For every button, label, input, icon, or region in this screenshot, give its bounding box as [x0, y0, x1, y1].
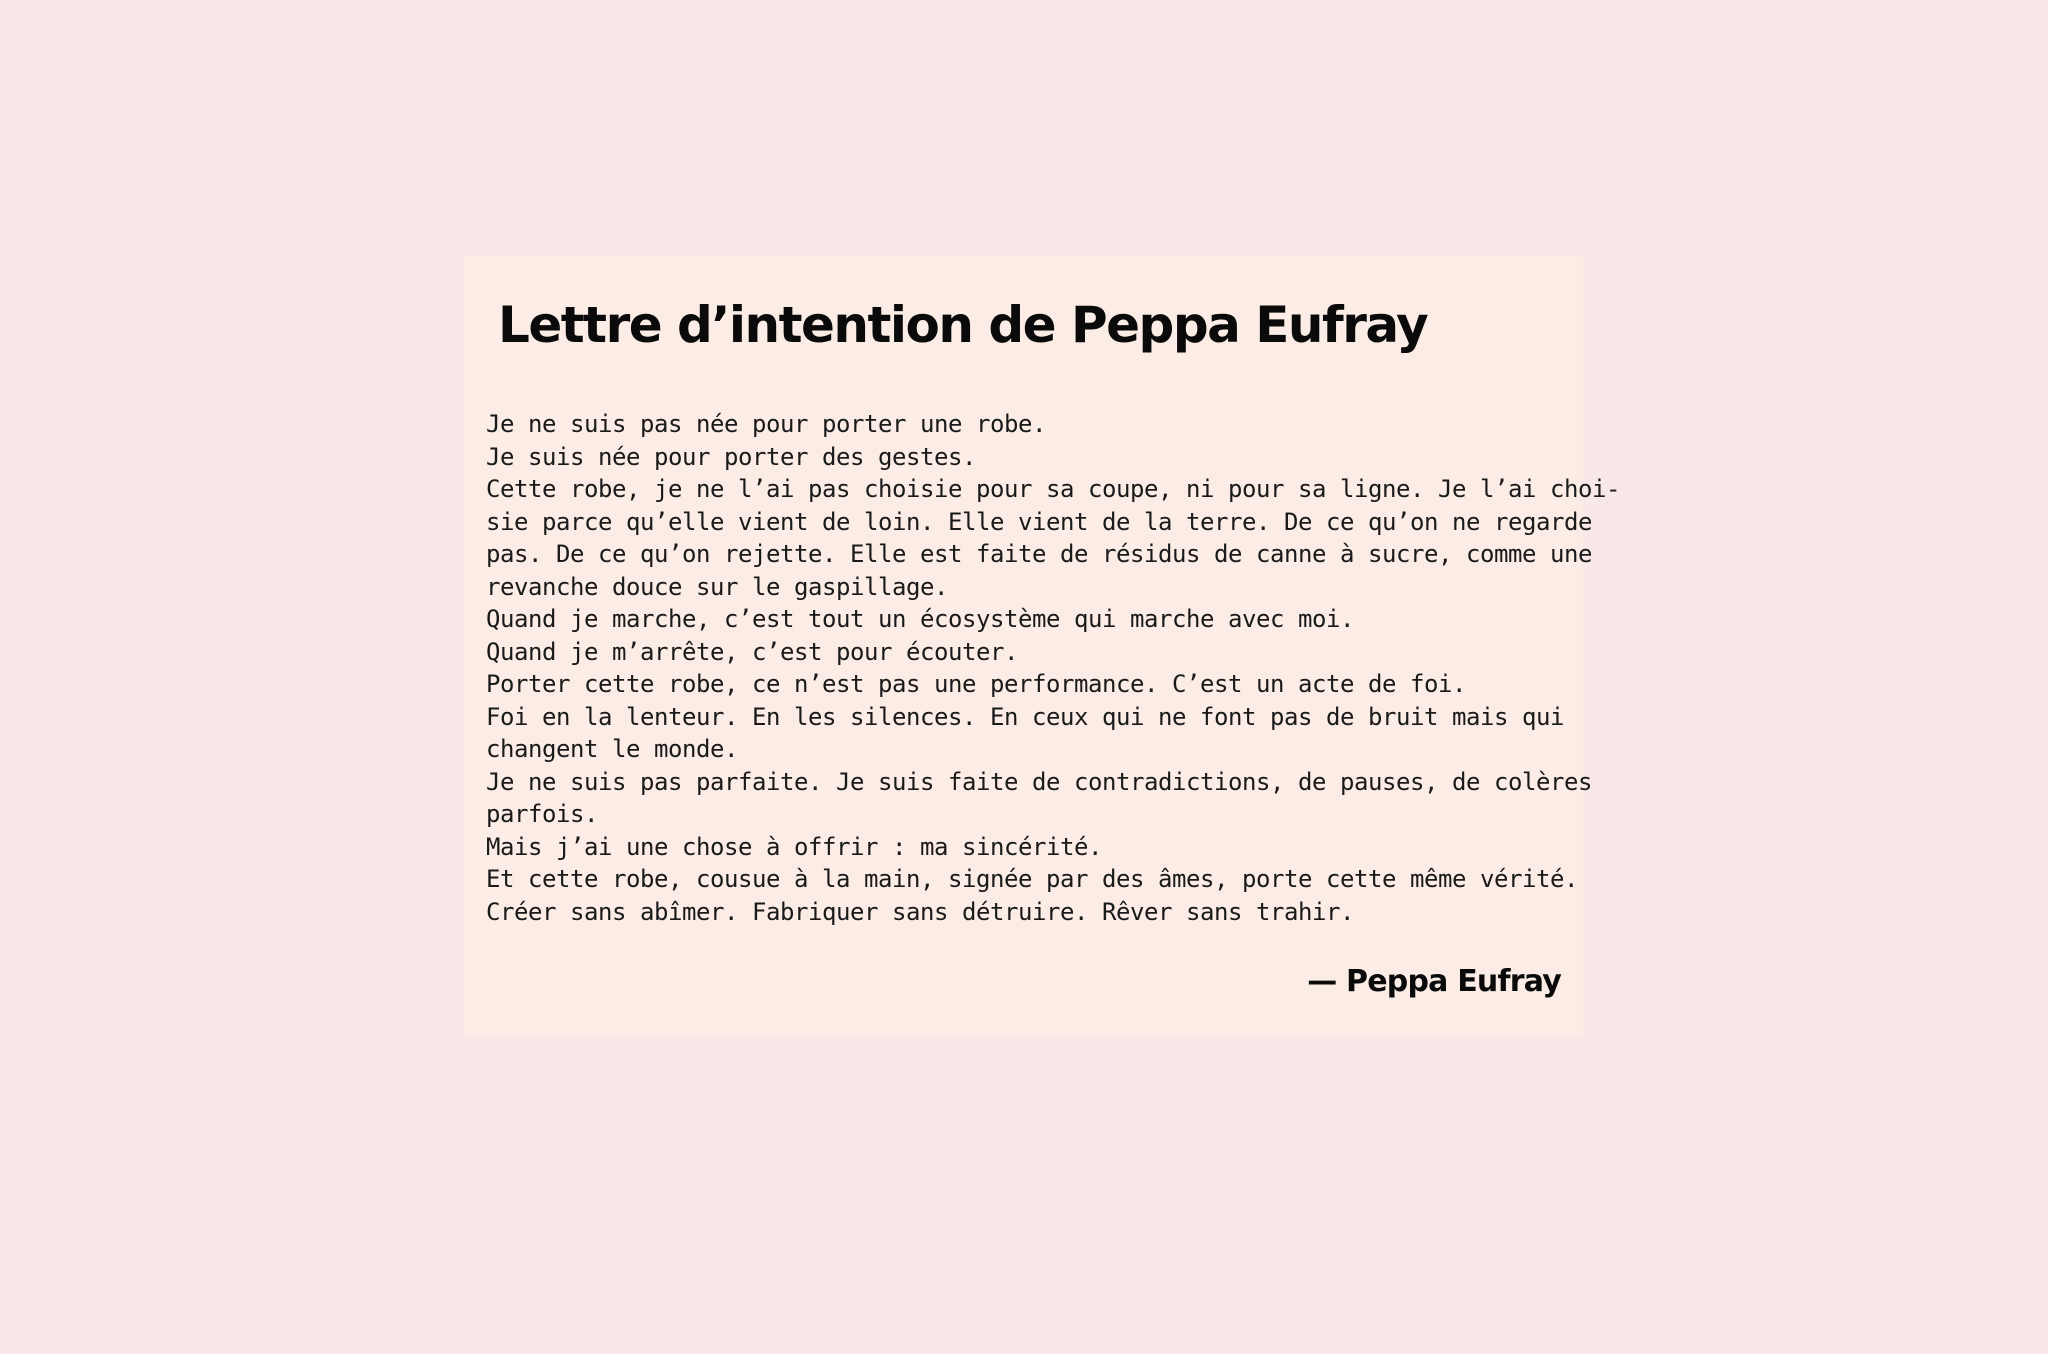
- letter-line: revanche douce sur le gaspillage.: [486, 572, 948, 601]
- letter-line: changent le monde.: [486, 735, 738, 763]
- letter-body: [486, 408, 1620, 928]
- letter-line: Porter cette robe, ce n’est pas une performance. C’est un acte de foi.: [486, 670, 1466, 698]
- letter-line: Je ne suis pas parfaite. Je suis faite de contradictions, de pauses, de colères: [486, 767, 1592, 796]
- letter-line: sie parce qu’elle vient de loin. Elle vient de la terre. De ce qu’on ne regarde: [486, 507, 1592, 536]
- letter-line: Foi en la lenteur. En les silences. En ceux qui ne font pas de bruit mais qui: [486, 702, 1564, 731]
- letter-line: Je suis née pour porter des gestes.: [486, 442, 976, 471]
- letter-title: Lettre d’intention de Peppa Eufray: [498, 296, 1428, 354]
- letter-line: Créer sans abîmer. Fabriquer sans détruire. Rêver sans trahir.: [486, 897, 1354, 926]
- letter-line: Quand je m’arrête, c’est pour écouter.: [486, 637, 1018, 666]
- letter-card: [464, 256, 1620, 1038]
- letter-line: Je ne suis pas née pour porter une robe.: [486, 410, 1046, 438]
- letter-line: pas. De ce qu’on rejette. Elle est faite de résidus de canne à sucre, comme une: [486, 540, 1592, 568]
- letter-line: Quand je marche, c’est tout un écosystème qui marche avec moi.: [486, 605, 1354, 633]
- letter-line: parfois.: [486, 800, 598, 828]
- letter-signature: — Peppa Eufray: [1307, 964, 1561, 999]
- letter-line: Mais j’ai une chose à offrir : ma sincérité.: [486, 832, 1102, 861]
- letter-line: Et cette robe, cousue à la main, signée par des âmes, porte cette même vérité.: [486, 865, 1578, 893]
- letter-line: Cette robe, je ne l’ai pas choisie pour sa coupe, ni pour sa ligne. Je l’ai choi-: [486, 475, 1620, 503]
